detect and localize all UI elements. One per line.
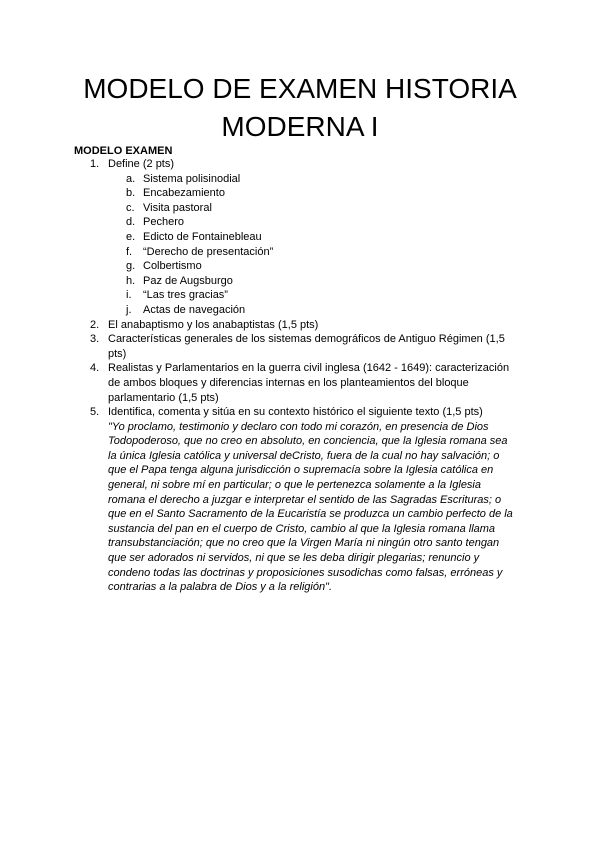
term-letter: i. <box>126 289 132 302</box>
term-letter: e. <box>126 230 136 243</box>
term-letter: j. <box>126 303 132 316</box>
term-letter: c. <box>126 201 135 214</box>
term-f <box>74 245 524 260</box>
question-number: 3. <box>90 333 100 346</box>
term-a <box>74 172 524 187</box>
term-c <box>74 201 524 216</box>
question-text: El anabaptismo y los anabaptistas (1,5 pts) <box>108 318 319 331</box>
term-letter: g. <box>126 260 136 273</box>
title-line-2: MODERNA I <box>221 111 379 142</box>
term-text: Paz de Augsburgo <box>143 274 233 287</box>
term-g <box>74 259 524 274</box>
question-number: 1. <box>90 158 100 170</box>
term-i <box>74 288 524 303</box>
term-b <box>74 186 524 201</box>
question-1 <box>74 157 524 172</box>
question-3 <box>74 332 524 361</box>
page-title <box>0 70 600 146</box>
term-text: Visita pastoral <box>143 201 212 214</box>
question-5 <box>74 405 524 420</box>
question-number: 5. <box>90 406 100 419</box>
question-4 <box>74 361 524 405</box>
term-letter: b. <box>126 187 136 200</box>
term-letter: h. <box>126 274 136 287</box>
term-text: “Las tres gracias” <box>143 289 228 302</box>
term-d <box>74 215 524 230</box>
term-letter: d. <box>126 216 136 229</box>
question-number: 2. <box>90 318 100 331</box>
term-text: Actas de navegación <box>143 303 246 316</box>
term-j <box>74 303 524 318</box>
question-2 <box>74 318 524 333</box>
question-text: Características generales de los sistemas demográficos de Antiguo Régimen (1,5 pts) <box>108 333 505 360</box>
section-heading: MODELO EXAMEN <box>74 145 173 157</box>
question-text: Realistas y Parlamentarios en la guerra civil inglesa (1642 - 1649): caracterización de ambos bloques y diferencias internas en los planteamientos del bloque parlamentario (1,5 pts) <box>108 362 510 404</box>
exam-body <box>74 157 524 595</box>
term-text: Colbertismo <box>143 260 202 273</box>
term-text: Sistema polisinodial <box>143 172 241 185</box>
quoted-text: "Yo proclamo, testimonio y declaro con todo mi corazón, en presencia de Dios Todopoderoso, que no creo en absoluto, en conciencia, que la Iglesia romana sea la única Iglesia católica y universal deCristo, fuera de la cual no hay salvación; o que el Papa tenga alguna jurisdicción o supremacía sobre la Iglesia católica en general, ni sobre mí en particular; o que le pertenezca solamente a la Iglesia romana el derecho a juzgar e interpretar el sentido de las Sagradas Escrituras; o que en el Santo Sacramento de la Eucaristía se produzca un cambio perfecto de la sustancia del pan en el cuerpo de Cristo, cambio al que la Iglesia romana llama transubstanciación; que no creo que la Virgen María ni ningún otro santo tengan que ser adorados ni servidos, ni que se les deba dirigir plegarias; renuncio y condeno todas las doctrinas y proposiciones susodichas como falsas, erróneas y contrarias a la palabra de Dios y a la religión". <box>108 420 513 594</box>
term-letter: f. <box>126 245 133 258</box>
term-text: Edicto de Fontainebleau <box>143 230 262 243</box>
term-text: Encabezamiento <box>143 187 225 200</box>
term-text: Pechero <box>143 216 184 229</box>
term-h <box>74 274 524 289</box>
term-e <box>74 230 524 245</box>
question-text: Identifica, comenta y sitúa en su contexto histórico el siguiente texto (1,5 pts) <box>108 406 483 419</box>
title-line-1: MODELO DE EXAMEN HISTORIA <box>83 73 517 104</box>
question-number: 4. <box>90 362 100 375</box>
question-text: Define (2 pts) <box>108 158 175 170</box>
term-text: “Derecho de presentación” <box>143 245 274 258</box>
term-letter: a. <box>126 172 136 185</box>
